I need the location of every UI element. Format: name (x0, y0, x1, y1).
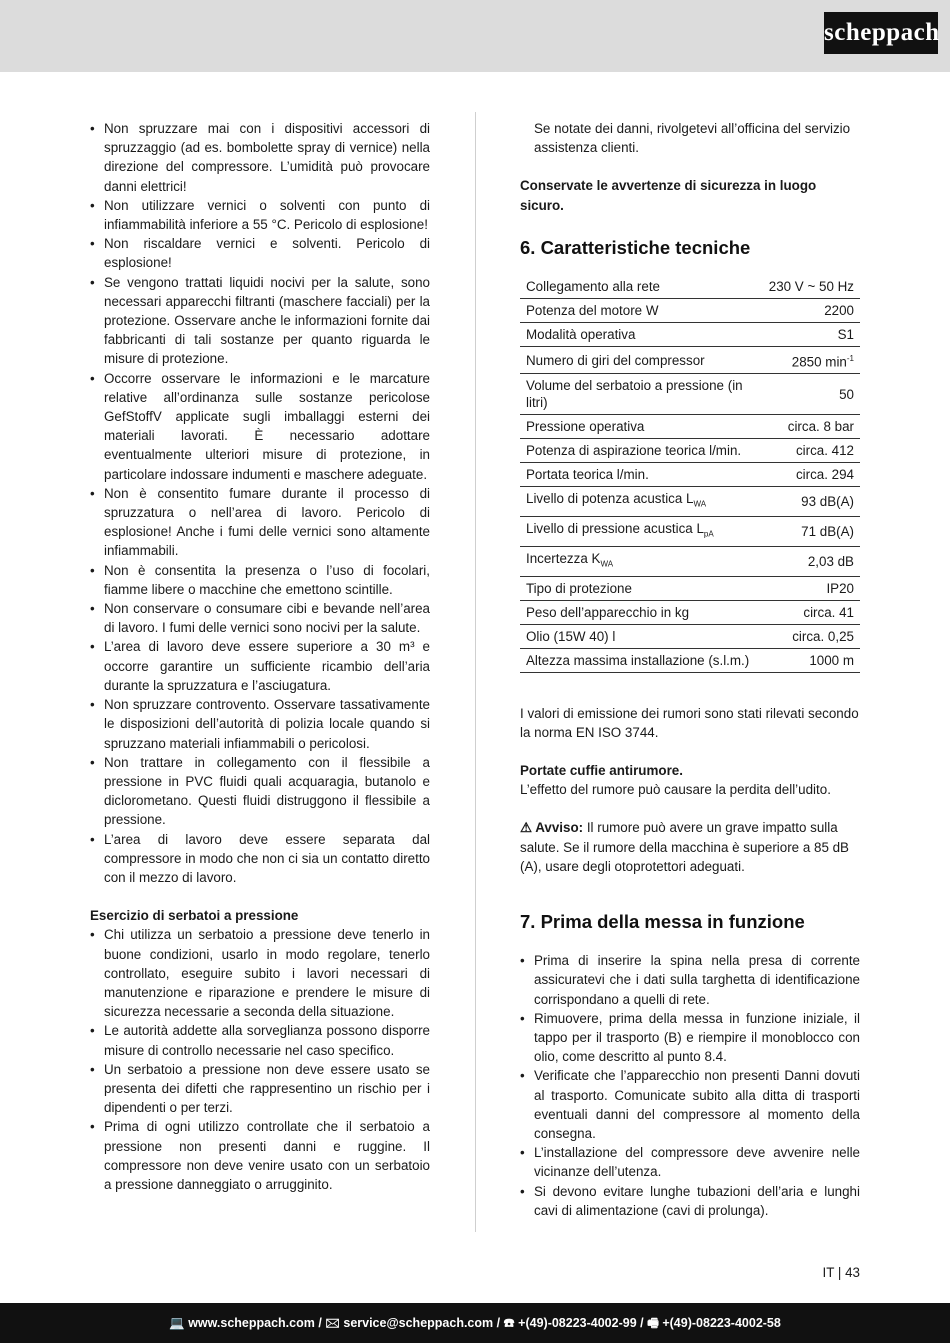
spec-label-text: Incertezza K (526, 550, 601, 566)
spec-label (520, 299, 763, 323)
spec-label (520, 374, 763, 415)
spec-row (520, 463, 860, 487)
spec-label-text: Livello di pressione acustica L (526, 521, 704, 537)
spec-label-text: Peso dell’apparecchio in kg (526, 604, 690, 620)
spec-value (763, 323, 860, 347)
continued-text: Se notate dei danni, rivolgetevi all’officina del servizio assistenza clienti. (534, 121, 851, 156)
spec-label (520, 624, 763, 648)
spec-value (763, 415, 860, 439)
safety-list-1 (90, 119, 430, 887)
list-item: • Non utilizzare vernici o solventi con punto di infiammabilità inferiore a 55 °C. Pericolo di esplosione! (90, 196, 430, 234)
warning-label: ⚠ Avviso: (520, 820, 584, 836)
spec-value (763, 463, 860, 487)
list-item: • Non spruzzare mai con i dispositivi accessori di spruzzaggio (ad es. bombolette spray di vernice) nella direzione del compressore. L’umidità può provocare danni elettrici! (90, 119, 430, 196)
spec-value (763, 546, 860, 576)
spec-value-text: 2200 (824, 303, 854, 319)
spec-label-text: Altezza massima installazione (s.l.m.) (526, 652, 750, 668)
spec-row (520, 439, 860, 463)
spec-label-text: Volume del serbatoio a pressione (in litri) (526, 378, 743, 411)
spec-row (520, 275, 860, 299)
spec-row (520, 648, 860, 672)
spec-label-subscript: WA (693, 500, 707, 510)
spec-value-text: 50 (839, 386, 854, 402)
spec-value (763, 517, 860, 547)
contact-footer: 💻 www.scheppach.com / 🖂 service@scheppach.com / ☎ +(49)-08223-4002-99 / 🖷 +(49)-08223-4002-58 (0, 1303, 950, 1343)
safety-list-2 (90, 925, 430, 1194)
list-item: • Prima di ogni utilizzo controllate che il serbatoio a pressione non presenti danni e ruggine. Il compressore non deve venire usato con un serbatoio a pressione danneggiato o arrugginito. (90, 1117, 430, 1194)
spec-value (763, 576, 860, 600)
spec-value (763, 299, 860, 323)
spec-label-text: Collegamento alla rete (526, 279, 660, 295)
list-item: • L’area di lavoro deve essere separata dal compressore in modo che non ci sia un contatto diretto con il mezzo di lavoro. (90, 830, 430, 888)
page-number: IT | 43 (822, 1265, 860, 1280)
spec-value (763, 374, 860, 415)
spec-label (520, 487, 763, 517)
spec-value-text: circa. 412 (795, 443, 854, 459)
list-item: • Le autorità addette alla sorveglianza possono disporre misure di controllo necessarie nel caso specifico. (90, 1021, 430, 1059)
noise-text: I valori di emissione dei rumori sono stati rilevati secondo la norma EN ISO 3744. (520, 705, 859, 740)
list-item: • L’area di lavoro deve essere superiore a 30 m³ e occorre garantire un sufficiente ricambio dell’aria durante la spruzzatura e l’asciugatura. (90, 637, 430, 695)
ear-protection-text: L’effetto del rumore può causare la perdita dell’udito. (520, 782, 831, 798)
list-item: • Se vengono trattati liquidi nocivi per la salute, sono necessari apparecchi filtranti (maschere facciali) per la protezione. Osservare anche le informazioni fornite dai fabbricanti di tali sostanze per quanto riguarda le misure di protezione. (90, 273, 430, 369)
spec-label (520, 648, 763, 672)
spec-row (520, 347, 860, 374)
list-item: • Prima di inserire la spina nella presa di corrente assicuratevi che i dati sulla targhetta di identificazione corrispondano a quelli di rete. (520, 951, 860, 1009)
section-6-title: 6. Caratteristiche tecniche (520, 236, 751, 258)
spec-value-text: 71 dB(A) (801, 523, 854, 539)
spec-value-text: circa. 0,25 (792, 628, 854, 644)
right-column (520, 119, 860, 1220)
spec-value-text: 2,03 dB (807, 553, 854, 569)
spec-row (520, 415, 860, 439)
spec-value-text: 93 dB(A) (801, 494, 854, 510)
spec-value-text: 2850 min (791, 354, 847, 370)
column-divider (475, 112, 476, 1232)
list-item: • Rimuovere, prima della messa in funzione iniziale, il tappo per il trasporto (B) e riempire il monoblocco con olio, come descritto al punto 8.4. (520, 1009, 860, 1067)
list-item: • Si devono evitare lunghe tubazioni dell’aria e lunghi cavi di alimentazione (cavi di prolunga). (520, 1182, 860, 1220)
spec-value (763, 275, 860, 299)
spec-label-text: Portata teorica l/min. (526, 467, 649, 483)
spec-label (520, 323, 763, 347)
spec-label (520, 517, 763, 547)
spec-label (520, 576, 763, 600)
spec-row (520, 323, 860, 347)
spec-value-text: 1000 m (809, 652, 854, 668)
list-item: • Non spruzzare controvento. Osservare tassativamente le disposizioni dell’autorità di polizia locale quando si spruzzano materiali infiammabili o pericolosi. (90, 695, 430, 753)
spec-value (763, 347, 860, 374)
spec-value (763, 487, 860, 517)
spec-label-text: Livello di potenza acustica L (526, 491, 694, 507)
spec-value-text: circa. 294 (795, 467, 854, 483)
spec-label (520, 600, 763, 624)
spec-row (520, 517, 860, 547)
spec-label (520, 415, 763, 439)
spec-value-superscript: -1 (846, 354, 854, 364)
spec-row (520, 487, 860, 517)
list-item: • Non è consentito fumare durante il processo di spruzzatura o nell’area di lavoro. Pericolo di esplosione! Anche i fumi delle vernici sono altamente infiammabili. (90, 484, 430, 561)
spec-label (520, 463, 763, 487)
list-item: • L’installazione del compressore deve avvenire nelle vicinanze dell’utenza. (520, 1143, 860, 1181)
list-item: • Non trattare in collegamento con il flessibile a pressione in PVC fluidi quali acquaragia, butanolo e diclorometano. Questi fluidi distruggono il flessibile a pressione. (90, 753, 430, 830)
spec-value-text: 230 V ~ 50 Hz (768, 279, 854, 295)
spec-label-subscript: pA (703, 529, 714, 539)
warning-text: Il rumore può avere un grave impatto sulla salute. Se il rumore della macchina è superiore a 85 dB (A), usare degli otoprotettori adeguati. (520, 820, 849, 874)
keep-safety-note: Conservate le avvertenze di sicurezza in luogo sicuro. (520, 178, 817, 213)
spec-value-text: S1 (837, 327, 854, 343)
list-item: • Non riscaldare vernici e solventi. Pericolo di esplosione! (90, 234, 430, 272)
list-item: • Non è consentita la presenza o l’uso di focolari, fiamme libere o macchine che emettono scintille. (90, 561, 430, 599)
list-item: • Verificate che l’apparecchio non presenti Danni dovuti al trasporto. Comunicate subito alla ditta di trasporti eventuali danni del compressore al momento della consegna. (520, 1066, 860, 1143)
spec-row (520, 374, 860, 415)
list-item: • Occorre osservare le informazioni e le marcature relative all’ordinanza sulle sostanze pericolose GefStoffV applicate sugli imballaggi esterni dei materiali lavorati. È necessario adottare eventualmente ulteriori misure di protezione, in particolare indossare indumenti e maschere adeguate. (90, 369, 430, 484)
spec-label-subscript: WA (600, 559, 614, 569)
spec-row (520, 624, 860, 648)
spec-value (763, 624, 860, 648)
spec-label-text: Potenza del motore W (526, 303, 659, 319)
spec-row (520, 600, 860, 624)
prep-list (520, 951, 860, 1220)
spec-label (520, 546, 763, 576)
spec-label-text: Tipo di protezione (526, 580, 632, 596)
spec-label-text: Modalità operativa (526, 327, 636, 343)
spec-value (763, 439, 860, 463)
spec-row (520, 546, 860, 576)
spec-label (520, 347, 763, 374)
spec-table (520, 275, 860, 672)
spec-label-text: Pressione operativa (526, 419, 645, 435)
left-column (90, 119, 430, 1194)
spec-value (763, 648, 860, 672)
ear-protection-heading: Portate cuffie antirumore. (520, 762, 683, 778)
spec-label (520, 439, 763, 463)
section-7-title: 7. Prima della messa in funzione (520, 910, 805, 932)
spec-value-text: IP20 (826, 580, 854, 596)
warning-paragraph (520, 818, 860, 876)
spec-label-text: Numero di giri del compressor (526, 352, 705, 368)
spec-label-text: Potenza di aspirazione teorica l/min. (526, 443, 742, 459)
spec-value-text: circa. 8 bar (787, 419, 854, 435)
list-item: • Chi utilizza un serbatoio a pressione deve tenerlo in buone condizioni, usarlo in modo regolare, tenerlo controllato, eseguire subito i lavori necessari di manutenzione e riparazione e prendere le misure di sicurezza necessarie a seconda della situazione. (90, 925, 430, 1021)
spec-value-text: circa. 41 (803, 604, 854, 620)
spec-value (763, 600, 860, 624)
spec-row (520, 576, 860, 600)
page-header (0, 0, 950, 72)
list-item: • Non conservare o consumare cibi e bevande nell’area di lavoro. I fumi delle vernici sono nocivi per la salute. (90, 599, 430, 637)
pressure-vessel-heading: Esercizio di serbatoi a pressione (90, 908, 299, 924)
spec-row (520, 299, 860, 323)
scheppach-logo: scheppach (824, 12, 938, 54)
list-item: • Un serbatoio a pressione non deve essere usato se presenta dei difetti che rappresentino un rischio per i dipendenti o per terzi. (90, 1060, 430, 1118)
spec-label (520, 275, 763, 299)
spec-label-text: Olio (15W 40) l (526, 628, 616, 644)
